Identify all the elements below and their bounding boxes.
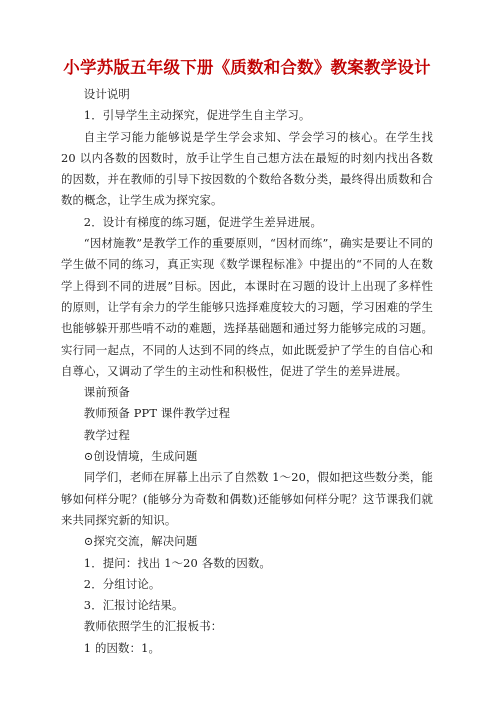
document-body [61,84,433,659]
design-point-1: 1．引导学生主动探究，促进学生自主学习。 [83,108,311,123]
document-title: 小学苏版五年级下册《质数和合数》教案教学设计 [63,58,431,77]
paragraph-differentiated-practice: “因材施教”是教学工作的重要原则，“因材而练”，确实是要让不同的学生做不同的练习，真正实现《数学课程标准》中提出的“不同的人在数学上得到不同的进展”目标。因此，本课时在习题的设计上出现了多样性的原则，让学有余力的学生能够只选择难度较大的习题，学习困难的学生也能够躲开那些啃不动的难题，选择基础题和通过努力能够完成的习题。实行同一起点，不同的人达到不同的终点，如此既爱护了学生的自信心和自尊心，又调动了学生的主动性和积极性，促进了学生的差异进展。 [61,236,433,378]
paragraph-self-learning: 自主学习能力能够说是学生学会求知、学会学习的核心。在学生找 20 以内各数的因数时，放手让学生自己想方法在最短的时刻内找出各数的因数，并在教师的引导下按因数的个数给各数分类，最终得出质数和合数的概念，让学生成为探究家。 [61,129,433,208]
step-create-situation: ⊙创设情境，生成问题 [83,449,198,464]
factors-of-1: 1 的因数：1。 [83,640,161,655]
activity-item-2: 2．分组讨论。 [83,576,161,591]
section-heading-teaching-process: 教学过程 [83,427,130,442]
design-point-2: 2．设计有梯度的练习题，促进学生差异进展。 [83,214,323,229]
teacher-preparation: 教师预备 PPT 课件教学过程 [83,406,231,421]
paragraph-board-writing: 教师依照学生的汇报板书： [83,619,223,634]
paragraph-classify-numbers: 同学们，老师在屏幕上出示了自然数 1～20，假如把这些数分类，能够如何样分呢？(能够分为奇数和偶数)还能够如何样分呢？这节课我们就来共同探究新的知识。 [61,470,433,527]
activity-item-1: 1．提问：找出 1～20 各数的因数。 [83,555,271,570]
section-heading-design-notes: 设计说明 [83,87,130,101]
step-explore-exchange: ⊙探究交流，解决问题 [83,534,198,549]
activity-item-3: 3．汇报讨论结果。 [83,598,184,613]
section-heading-preparation: 课前预备 [83,385,130,400]
